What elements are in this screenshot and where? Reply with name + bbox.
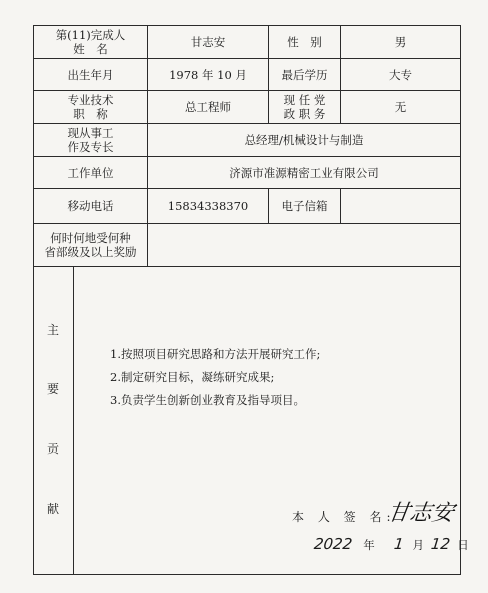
birth-value: 1978 年 10 月 [169, 67, 247, 82]
professional-title-label-line1: 专业技术 [67, 93, 114, 107]
current-work-label [34, 124, 147, 156]
date-year-unit: 年 [363, 538, 375, 552]
gender-value: 男 [394, 35, 407, 49]
contribution-item: 1.按照项目研究思路和方法开展研究工作; [110, 347, 321, 361]
awards-label [34, 224, 147, 266]
row-divider [33, 266, 461, 267]
party-position-value: 无 [394, 100, 407, 114]
mobile-phone-value: 15834338370 [167, 199, 249, 213]
awards-label-line1: 何时何地受何种 [50, 231, 131, 245]
contribution-label-char: 要 [46, 382, 59, 396]
gender-label: 性 别 [287, 35, 322, 49]
signing-date [314, 534, 469, 553]
employer-label: 工作单位 [67, 165, 114, 180]
employer-value: 济源市准源精密工业有限公司 [229, 165, 379, 180]
date-month: 1 [392, 535, 405, 553]
date-month-unit: 月 [412, 538, 425, 552]
current-work-value: 总经理/机械设计与制造 [244, 133, 364, 147]
awards-label-line2: 省部级及以上奖励 [44, 245, 137, 259]
table-border-right [460, 25, 461, 575]
completer-number-label: 第(11)完成人 [55, 28, 126, 42]
professional-title-value: 总工程师 [185, 100, 231, 114]
party-position-label-line2: 政 职 务 [283, 107, 326, 121]
contribution-item: 3.负责学生创新创业教育及指导项目。 [110, 393, 305, 407]
birth-label: 出生年月 [67, 67, 114, 82]
completer-name-label [34, 26, 147, 58]
signature-label: 本 人 签 名: [292, 510, 396, 524]
professional-title-label-line2: 职 称 [73, 107, 108, 121]
name-label: 姓 名 [73, 42, 108, 56]
contribution-label-char: 主 [46, 323, 59, 337]
date-day: 12 [430, 535, 452, 553]
email-label: 电子信箱 [281, 199, 328, 213]
email-value [341, 189, 460, 223]
education-value: 大专 [389, 67, 412, 82]
date-year: 2022 [313, 535, 354, 553]
contribution-label-char: 贡 [46, 442, 59, 456]
handwritten-signature: 甘志安 [385, 501, 456, 526]
awards-value [148, 224, 460, 266]
professional-title-label [34, 91, 147, 123]
name-value: 甘志安 [190, 35, 226, 49]
party-position-label [269, 91, 340, 123]
current-work-label-line2: 作及专长 [67, 140, 114, 154]
contribution-label-divider [73, 266, 74, 574]
education-label: 最后学历 [281, 67, 328, 82]
current-work-label-line1: 现从事工 [67, 126, 114, 140]
party-position-label-line1: 现 任 党 [283, 93, 326, 107]
mobile-phone-label: 移动电话 [67, 199, 114, 213]
contribution-item: 2.制定研究目标，凝练研究成果; [110, 370, 275, 384]
contribution-label-char: 献 [46, 502, 59, 516]
table-border-bottom [33, 574, 461, 575]
date-day-unit: 日 [457, 538, 469, 552]
